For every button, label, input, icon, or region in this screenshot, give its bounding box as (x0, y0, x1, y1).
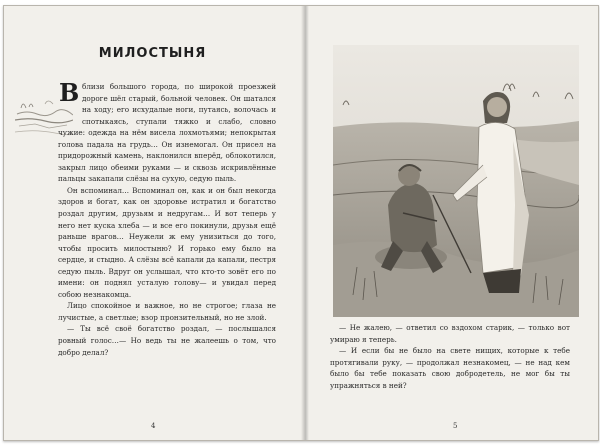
chapter-title: МИЛОСТЫНЯ (98, 46, 207, 61)
illustration-beggar-and-stranger (333, 45, 579, 317)
story-text (58, 78, 276, 358)
paragraph: — Не жалею, — ответил со вздохом старик, — только вот умираю я теперь. (330, 323, 570, 344)
book-spread (3, 5, 599, 441)
drop-cap: В (59, 78, 80, 107)
left-page (4, 6, 301, 440)
paragraph: — И если бы не было на свете нищих, которые к тебе протягивали руку, — продолжал незнакомец, — не над кем было бы тебе показать свою добродетель, не мог бы ты упражняться в ней? (330, 346, 570, 390)
paragraph: — Ты всё своё богатство роздал, — послышался ровный голос…— Но ведь ты не жалеешь о том, что добро делал? (58, 324, 276, 357)
page-number: 5 (453, 422, 458, 430)
story-text-continued (330, 322, 570, 391)
page-number: 4 (151, 422, 156, 430)
paragraph: Он вспоминал… Вспоминал он, как и он был некогда здоров и богат, как он здоровье истратил и богатство роздал другим, друзьям и недругам… И вот теперь у него нет куска хлеба — и все его покинули, друзья ещё раньше врагов… Неужели ж ему унизиться до того, чтобы просить милостыню? И горько ему было на сердце, и стыдно. А слёзы всё капали да капали, пестря седую пыль. Вдруг он услышал, что кто-то зовёт его по имени: он поднял усталую голову— и увидал перед собою незнакомца. (58, 185, 276, 299)
paragraph: Лицо спокойное и важное, но не строгое; глаза не лучистые, а светлые; взор пронзительный, но не злой. (58, 301, 276, 322)
paragraph: близи большого города, по широкой проезжей дороге шёл старый, больной человек. Он шатался на ходу; его исхудалые ноги, путаясь, волочась и спотыкаясь, ступали тяжко и слабо, словно чужие: одежда на нём висела лохмотьями; непокрытая голова падала на грудь… Он изнемогал. Он присел на придорожный камень, наклонился вперёд, облокотился, закрыл лицо обеими руками — и сквозь искривлённые пальцы закапали слёзы на сухую, седую пыль. (58, 82, 276, 184)
book-gutter (301, 6, 309, 440)
